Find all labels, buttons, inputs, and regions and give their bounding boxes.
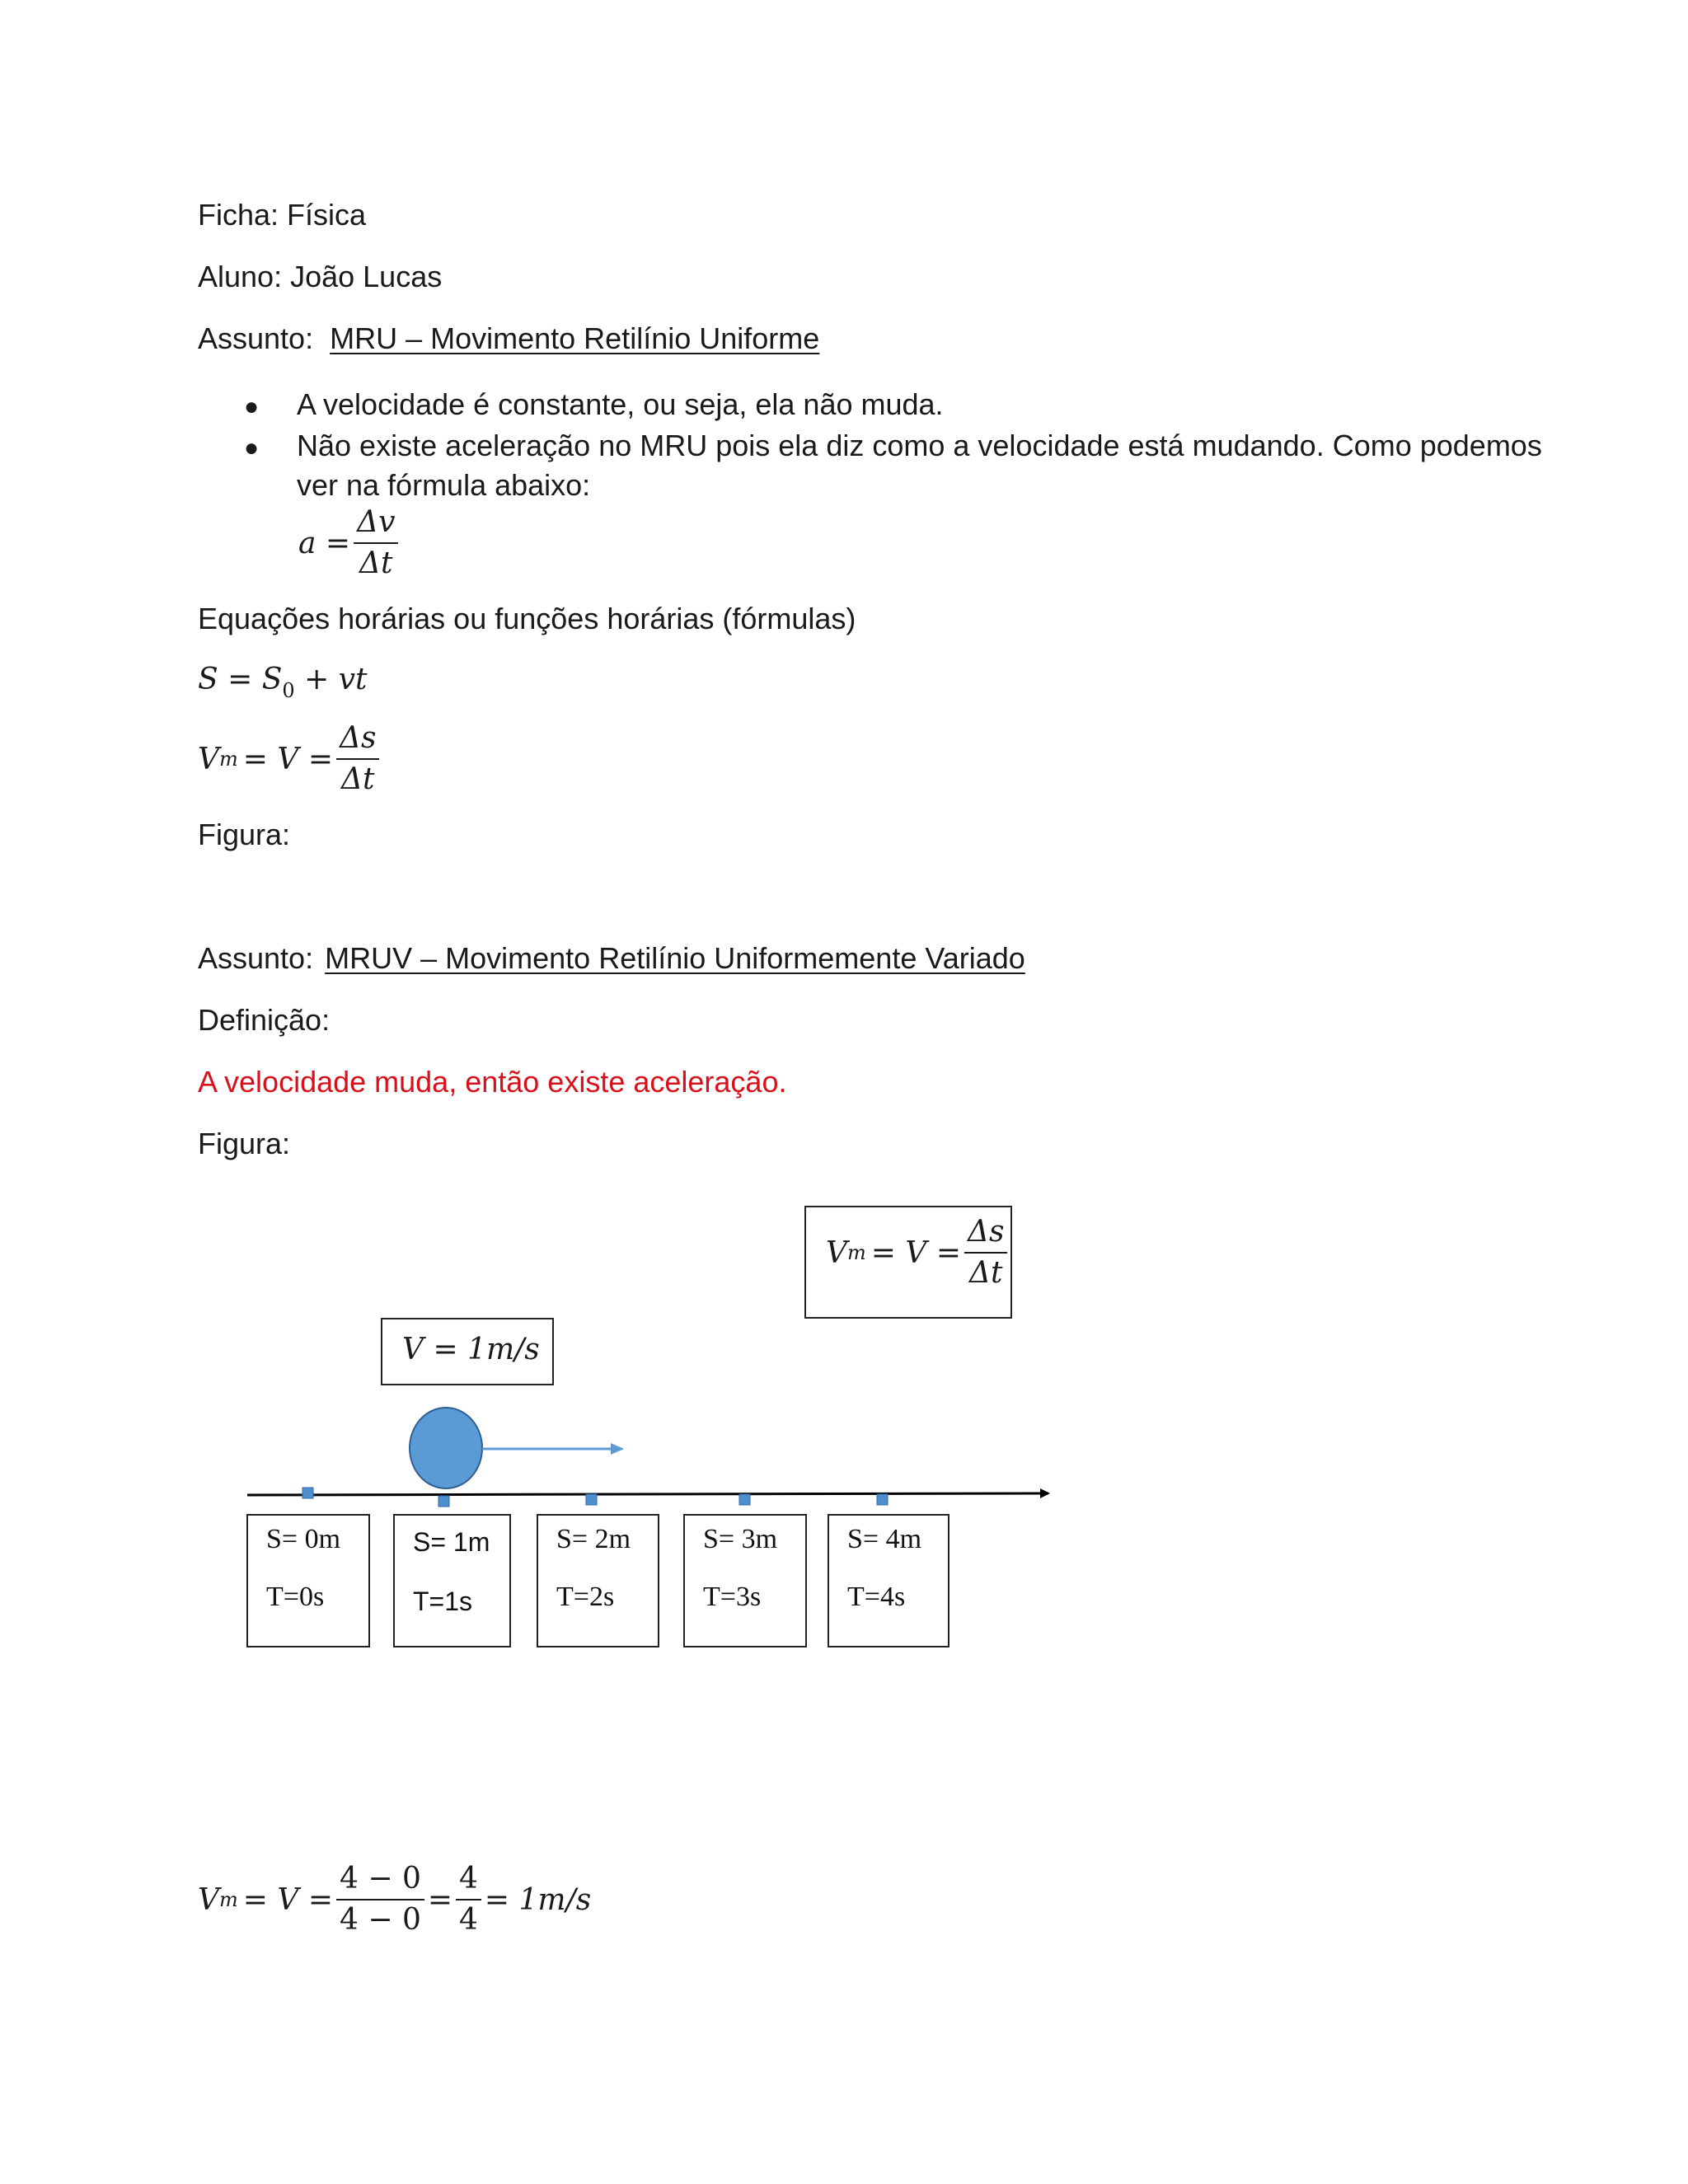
bullet-text-continued: ver na fórmula abaixo: [297, 468, 591, 502]
numerator: 4 − 0 [336, 1861, 424, 1900]
formula-s-subscript: 0 [282, 679, 295, 702]
position-label: S= 4m [847, 1524, 922, 1554]
position-marker [586, 1494, 597, 1505]
aluno-line: Aluno: João Lucas [198, 260, 443, 293]
position-box [537, 1514, 659, 1647]
assunto-label: Assunto: [198, 941, 314, 975]
formula-s-text: S = S [198, 663, 283, 696]
formula-box-subscript: m [847, 1241, 866, 1264]
formula-final [198, 1861, 591, 1938]
formula-final-lhs: V [198, 1882, 219, 1917]
denominator: 4 [459, 1903, 478, 1937]
fraction [456, 1861, 481, 1938]
formula-s-rest: + vt [294, 663, 368, 696]
formula-vm-subscript: m [219, 748, 238, 771]
position-marker [302, 1488, 313, 1498]
assunto-mruv-title: MRUV – Movimento Retilínio Uniformemente Variado [325, 941, 1025, 975]
ball [410, 1408, 482, 1488]
formula-box-lhs: V [826, 1235, 847, 1270]
time-label: T=3s [703, 1582, 762, 1612]
position-marker [877, 1494, 888, 1505]
formula-box-mid: = V = [870, 1235, 961, 1270]
assunto-label: Assunto: [198, 321, 314, 355]
position-box [828, 1514, 950, 1647]
fraction [336, 1861, 424, 1938]
figura-label-2: Figura: [198, 1127, 291, 1160]
definicao-label: Definição: [198, 1003, 331, 1037]
position-box [393, 1514, 511, 1647]
time-label: T=1s [413, 1586, 473, 1616]
assunto-mru-title: MRU – Movimento Retilínio Uniforme [330, 321, 820, 355]
time-label: T=2s [556, 1582, 615, 1612]
numerator: Δv [354, 504, 398, 544]
formula-final-result: = 1m/s [484, 1882, 592, 1917]
formula-lhs: a = [298, 526, 351, 560]
denominator: Δt [340, 762, 375, 796]
formula-vm-lhs: V [198, 742, 219, 776]
position-label: S= 2m [556, 1524, 631, 1554]
denominator: 4 − 0 [339, 1903, 421, 1937]
position-marker [438, 1496, 449, 1507]
position-label: S= 1m [413, 1527, 490, 1557]
formula-final-subscript: m [219, 1888, 238, 1911]
numerator: 4 [456, 1861, 481, 1900]
figura-label-1: Figura: [198, 818, 291, 851]
axis-arrow [247, 1493, 1048, 1495]
ficha-line: Ficha: Física [198, 198, 367, 232]
bullet-text: A velocidade é constante, ou seja, ela não muda. [297, 387, 944, 421]
equacoes-heading: Equações horárias ou funções horárias (fórmulas) [198, 602, 856, 635]
definicao-text: A velocidade muda, então existe aceleração. [198, 1065, 787, 1099]
denominator: Δt [968, 1256, 1003, 1290]
bullet-dot: ● [244, 393, 260, 420]
position-label: S= 0m [266, 1524, 341, 1554]
position-label: S= 3m [703, 1524, 778, 1554]
equals-sign: = [427, 1882, 453, 1917]
formula-vm-mid: = V = [242, 742, 333, 776]
bullet-text: Não existe aceleração no MRU pois ela diz como a velocidade está mudando. Como podemos [297, 429, 1542, 462]
numerator: Δs [336, 720, 379, 760]
position-marker [739, 1494, 750, 1505]
numerator: Δs [964, 1214, 1007, 1254]
time-label: T=4s [847, 1582, 906, 1612]
time-label: T=0s [266, 1582, 325, 1612]
position-box [246, 1514, 370, 1647]
bullet-dot: ● [244, 434, 260, 462]
formula-final-mid: = V = [242, 1882, 333, 1917]
position-box [683, 1514, 807, 1647]
velocity-label: V = 1m/s [402, 1333, 540, 1366]
denominator: Δt [359, 546, 393, 580]
